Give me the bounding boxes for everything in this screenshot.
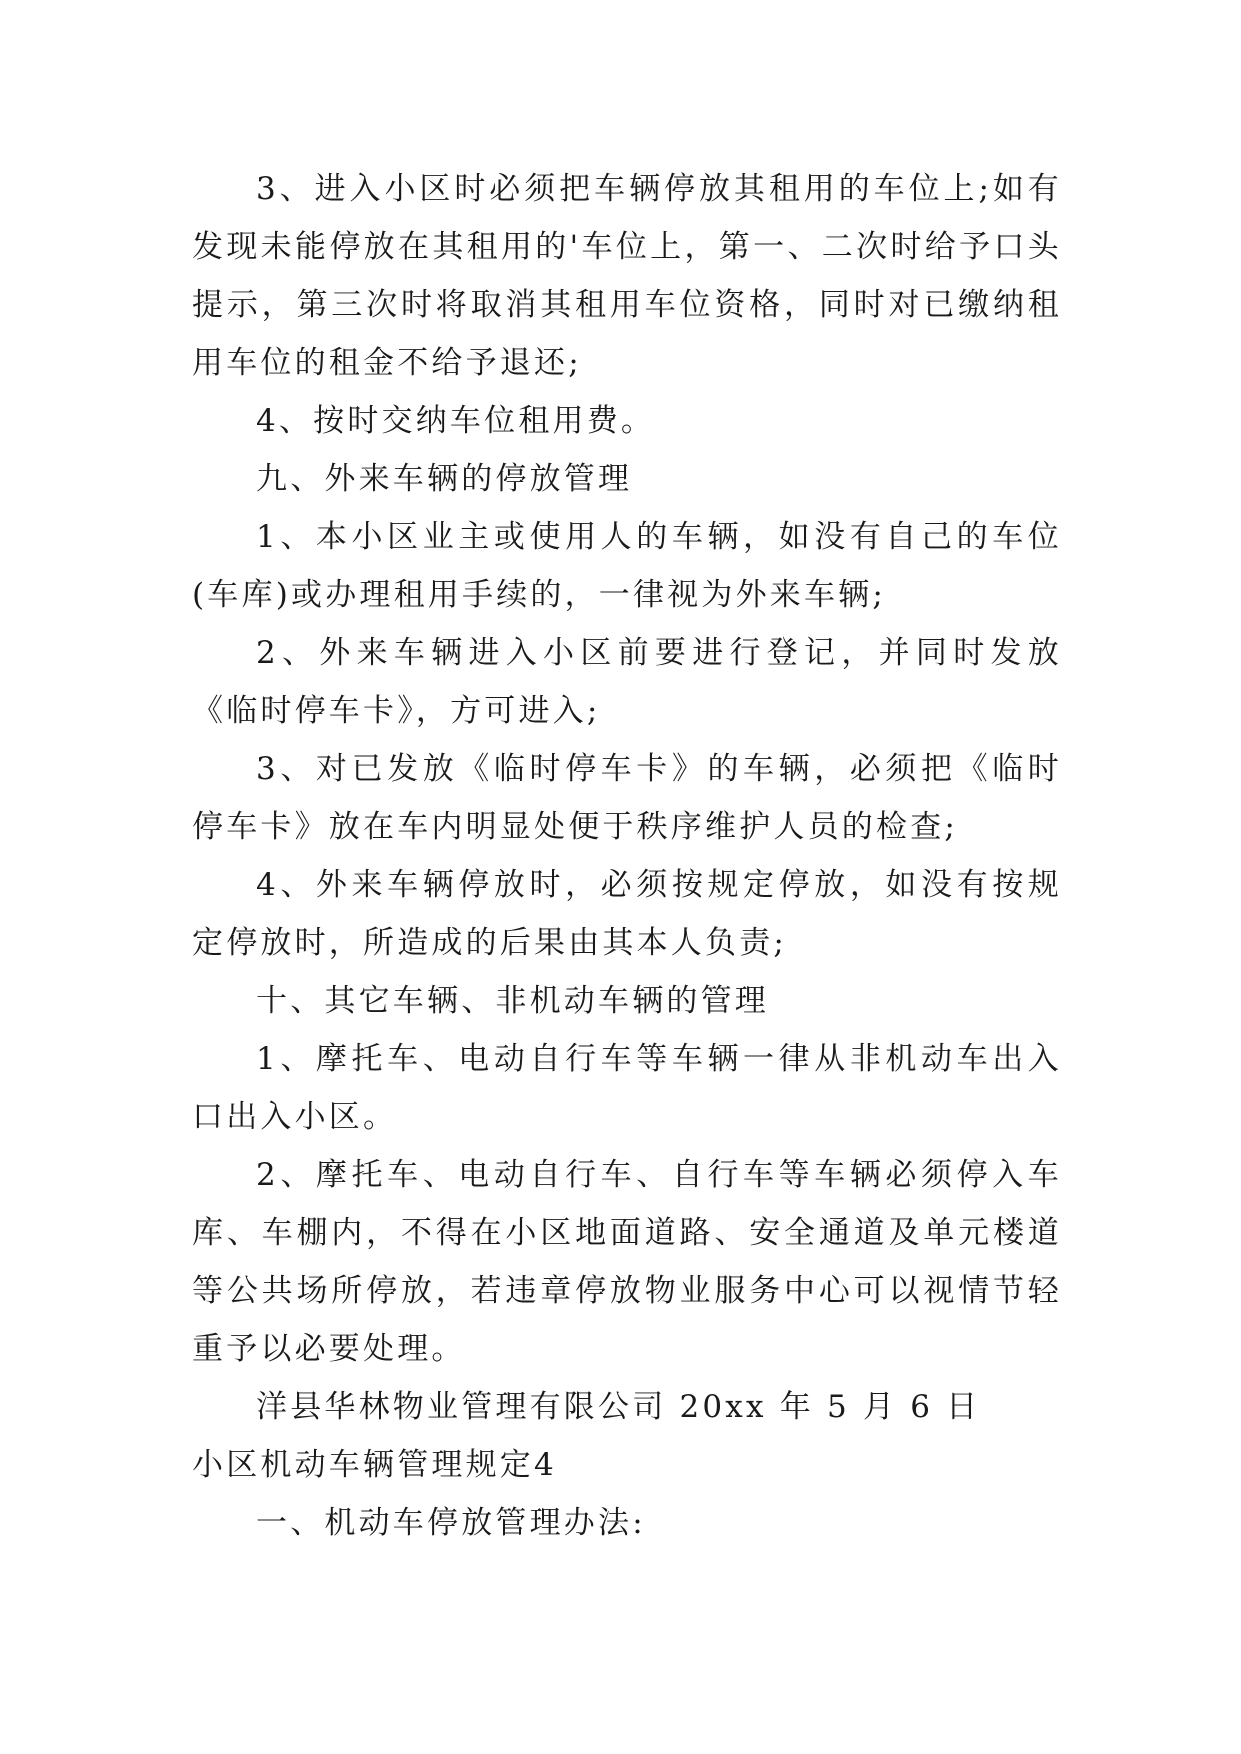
section-heading-9: 九、外来车辆的停放管理 — [256, 461, 633, 497]
paragraph-9-1: 1、本小区业主或使用人的车辆，如没有自己的车位(车库)或办理租用手续的，一律视为外来车辆; — [192, 519, 1062, 613]
paragraph-rule-3-parking: 3、进入小区时必须把车辆停放其租用的车位上;如有发现未能停放在其租用的'车位上，第一、二次时给予口头提示，第三次时将取消其租用车位资格，同时对已缴纳租用车位的租金不给予退还; — [192, 171, 1062, 381]
document-body — [192, 160, 1062, 1552]
paragraph-10-2: 2、摩托车、电动自行车、自行车等车辆必须停入车库、车棚内，不得在小区地面道路、安全通道及单元楼道等公共场所停放，若违章停放物业服务中心可以视情节轻重予以必要处理。 — [192, 1157, 1062, 1367]
paragraph-9-3: 3、对已发放《临时停车卡》的车辆，必须把《临时停车卡》放在车内明显处便于秩序维护人员的检查; — [192, 751, 1062, 845]
paragraph-rule-4-fee: 4、按时交纳车位租用费。 — [256, 403, 656, 439]
document-title: 小区机动车辆管理规定4 — [192, 1447, 557, 1483]
signature-line: 洋县华林物业管理有限公司 20xx 年 5 月 6 日 — [256, 1389, 981, 1425]
paragraph-9-4: 4、外来车辆停放时，必须按规定停放，如没有按规定停放时，所造成的后果由其本人负责; — [192, 867, 1062, 961]
paragraph-9-2: 2、外来车辆进入小区前要进行登记，并同时发放《临时停车卡》，方可进入; — [192, 635, 1062, 729]
paragraph-10-1: 1、摩托车、电动自行车等车辆一律从非机动车出入口出入小区。 — [192, 1041, 1062, 1135]
section-heading-1: 一、机动车停放管理办法: — [256, 1505, 646, 1541]
section-heading-10: 十、其它车辆、非机动车辆的管理 — [256, 983, 769, 1019]
